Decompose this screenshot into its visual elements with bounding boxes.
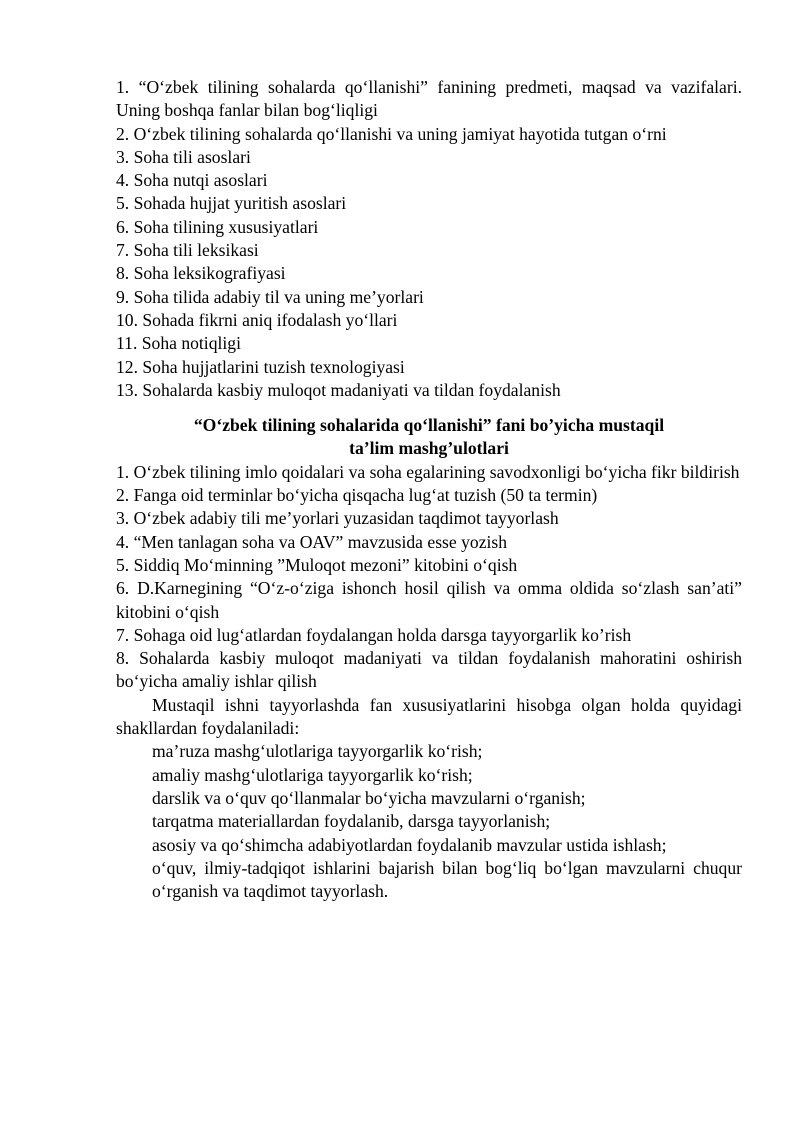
assignment-item: 2. Fanga oid terminlar bo‘yicha qisqacha lug‘at tuzish (50 ta termin)	[116, 485, 598, 506]
form-item: amaliy mashg‘ulotlariga tayyorgarlik ko‘rish;	[152, 764, 473, 785]
form-item: o‘quv, ilmiy-tadqiqot ishlarini bajarish bilan bog‘liq bo‘lgan mavzularni chuqur o‘rganish va taqdimot tayyorlash.	[152, 857, 742, 902]
topic-item: 4. Soha nutqi asoslari	[116, 170, 268, 191]
topic-item: 13. Sohalarda kasbiy muloqot madaniyati va tildan foydalanish	[116, 379, 561, 400]
assignment-item: 1. O‘zbek tilining imlo qoidalari va soha egalarining savodxonligi bo‘yicha fikr bildirish	[116, 461, 740, 482]
section-heading-line1: “O‘zbek tilining sohalarida qo‘llanishi” fani bo’yicha mustaqil	[193, 415, 665, 436]
form-item: darslik va o‘quv qo‘llanmalar bo‘yicha mavzularni o‘rganish;	[152, 787, 586, 808]
form-item: tarqatma materiallardan foydalanib, darsga tayyorlanish;	[152, 811, 551, 832]
assignment-item: 5. Siddiq Mo‘minning ”Muloqot mezoni” kitobini o‘qish	[116, 554, 518, 575]
section-heading	[116, 414, 742, 461]
assignment-item: 7. Sohaga oid lug‘atlardan foydalangan holda darsga tayyorgarlik ko’rish	[116, 624, 632, 645]
form-item: ma’ruza mashg‘ulotlariga tayyorgarlik ko‘rish;	[152, 741, 483, 762]
topic-item: 5. Sohada hujjat yuritish asoslari	[116, 193, 347, 214]
form-item: asosiy va qo‘shimcha adabiyotlardan foydalanib mavzular ustida ishlash;	[152, 834, 667, 855]
topic-item: 6. Soha tilining xususiyatlari	[116, 216, 319, 237]
assignment-item: 8. Sohalarda kasbiy muloqot madaniyati va tildan foydalanish mahoratini oshirish bo‘yicha amaliy ishlar qilish	[116, 648, 742, 692]
topic-item: 8. Soha leksikografiyasi	[116, 263, 286, 284]
topic-item: 11. Soha notiqligi	[116, 333, 241, 354]
topics-list	[116, 76, 742, 402]
assignments-list	[116, 461, 742, 694]
section-heading-line2: ta’lim mashg’ulotlari	[349, 438, 509, 459]
topic-item: 9. Soha tilida adabiy til va uning me’yorlari	[116, 286, 424, 307]
topic-item: 3. Soha tili asoslari	[116, 146, 251, 167]
assignment-item: 6. D.Karnegining “O‘z-o‘ziga ishonch hosil qilish va omma oldida so‘zlash san’ati” kitobini o‘qish	[116, 578, 742, 622]
topic-item: 12. Soha hujjatlarini tuzish texnologiyasi	[116, 356, 405, 377]
intro-paragraph: Mustaqil ishni tayyorlashda fan xususiyatlarini hisobga olgan holda quyidagi shakllardan foydalaniladi:	[116, 694, 742, 739]
topic-item: 10. Sohada fikrni aniq ifodalash yo‘llari	[116, 309, 398, 330]
topic-item: 7. Soha tili leksikasi	[116, 240, 259, 261]
forms-list	[116, 740, 742, 903]
topic-item: 1. “O‘zbek tilining sohalarda qo‘llanishi” fanining predmeti, maqsad va vazifalari. Uning boshqa fanlar bilan bog‘liqligi	[116, 77, 742, 121]
assignment-item: 3. O‘zbek adabiy tili me’yorlari yuzasidan taqdimot tayyorlash	[116, 508, 559, 529]
topic-item: 2. O‘zbek tilining sohalarda qo‘llanishi va uning jamiyat hayotida tutgan o‘rni	[116, 123, 667, 144]
assignment-item: 4. “Men tanlagan soha va OAV” mavzusida esse yozish	[116, 531, 508, 552]
